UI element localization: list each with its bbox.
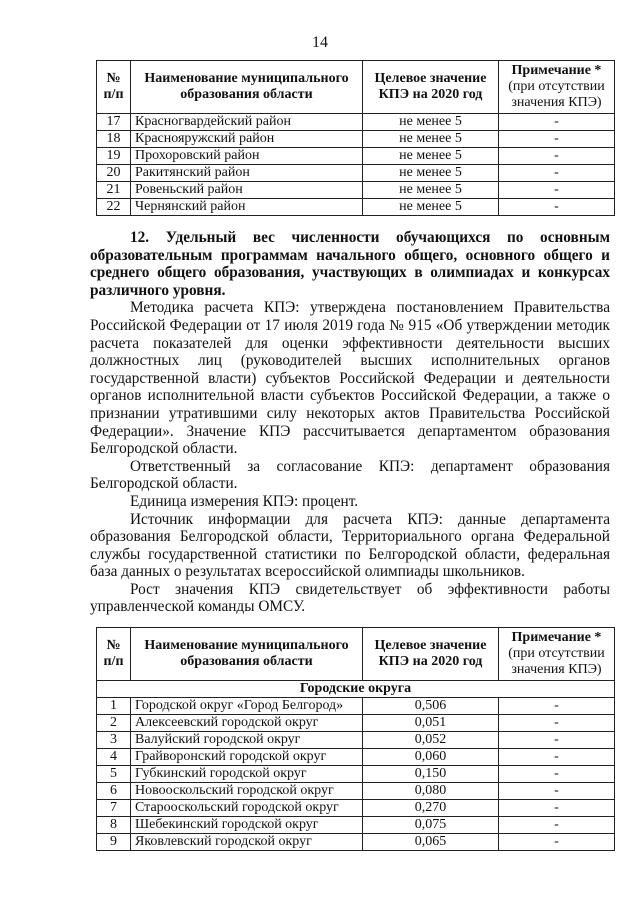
row-note: - <box>499 165 615 182</box>
unit-paragraph: Единица измерения КПЭ: процент. <box>130 492 359 510</box>
row-name: Красногвардейский район <box>131 114 363 131</box>
table-row <box>97 834 615 851</box>
group-row <box>97 681 615 698</box>
row-name: Грайворонский городской округ <box>131 749 363 766</box>
section-heading: 12. Удельный вес численности обучающихся по основным образовательным программам начального общего, основного общего и среднего общего образования, участвующих в олимпиадах и конкурсах различного уровня. <box>90 229 610 299</box>
row-value: 0,060 <box>363 749 499 766</box>
row-name: Шебекинский городской округ <box>131 817 363 834</box>
row-name: Старооскольский городской округ <box>131 800 363 817</box>
row-value: не менее 5 <box>363 199 499 216</box>
row-name: Прохоровский район <box>131 148 363 165</box>
row-number: 20 <box>97 165 131 182</box>
responsible-paragraph: Ответственный за согласование КПЭ: департамент образования Белгородской области. <box>90 457 610 493</box>
group-label: Городские округа <box>97 681 615 698</box>
kpe-table-city-districts <box>96 627 615 851</box>
page-number: 14 <box>312 34 328 51</box>
row-name: Новооскольский городской округ <box>131 783 363 800</box>
row-value: 0,075 <box>363 817 499 834</box>
table-row <box>97 800 615 817</box>
header-target: Целевое значение КПЭ на 2020 год <box>363 61 499 114</box>
row-name: Ровеньский район <box>131 182 363 199</box>
header-target: Целевое значение КПЭ на 2020 год <box>363 628 499 681</box>
row-name: Губкинский городской округ <box>131 766 363 783</box>
row-note: - <box>499 817 615 834</box>
row-value: 0,051 <box>363 715 499 732</box>
row-number: 7 <box>97 800 131 817</box>
row-number: 22 <box>97 199 131 216</box>
table-row <box>97 715 615 732</box>
kpe-table-districts <box>96 60 615 216</box>
table-header-row <box>97 628 615 681</box>
header-note <box>499 61 615 114</box>
row-note: - <box>499 182 615 199</box>
header-number: № п/п <box>97 61 131 114</box>
row-number: 4 <box>97 749 131 766</box>
row-note: - <box>499 749 615 766</box>
row-note: - <box>499 834 615 851</box>
table-row <box>97 783 615 800</box>
row-value: не менее 5 <box>363 182 499 199</box>
row-name: Городской округ «Город Белгород» <box>131 698 363 715</box>
growth-paragraph: Рост значения КПЭ свидетельствует об эффективности работы управленческой команды ОМСУ. <box>90 580 610 616</box>
row-name: Яковлевский городской округ <box>131 834 363 851</box>
section-text <box>90 229 610 616</box>
header-note-title: Примечание * <box>511 63 602 78</box>
row-note: - <box>499 783 615 800</box>
row-number: 1 <box>97 698 131 715</box>
row-note: - <box>499 148 615 165</box>
row-name: Валуйский городской округ <box>131 732 363 749</box>
row-number: 17 <box>97 114 131 131</box>
row-note: - <box>499 698 615 715</box>
table-header-row <box>97 61 615 114</box>
table-row <box>97 165 615 182</box>
methodology-paragraph: Методика расчета КПЭ: утверждена постановлением Правительства Российской Федерации от 17 июля 2019 года № 915 «Об утверждении методик расчета показателей для оценки эффективности деятельности высших должностных лиц (руководителей высших исполнительных органов государственной власти) субъектов Российской Федерации и деятельности органов исполнительной власти субъектов Российской Федерации, а также о признании утратившими силу некоторых актов Правительства Российской Федерации». Значение КПЭ рассчитывается департаментом образования Белгородской области. <box>90 299 610 458</box>
table-row <box>97 114 615 131</box>
row-value: не менее 5 <box>363 148 499 165</box>
header-name: Наименование муниципального образования области <box>131 61 363 114</box>
row-name: Чернянский район <box>131 199 363 216</box>
header-note-sub: (при отсутствии значения КПЭ) <box>508 646 605 677</box>
row-name: Ракитянский район <box>131 165 363 182</box>
row-number: 19 <box>97 148 131 165</box>
table-row <box>97 749 615 766</box>
row-value: 0,270 <box>363 800 499 817</box>
header-name: Наименование муниципального образования области <box>131 628 363 681</box>
row-value: 0,080 <box>363 783 499 800</box>
row-note: - <box>499 114 615 131</box>
row-number: 2 <box>97 715 131 732</box>
source-paragraph: Источник информации для расчета КПЭ: данные департамента образования Белгородской области, Территориального органа Федеральной службы государственной статистики по Белгородской области, федеральная база данных о результатах всероссийской олимпиады школьников. <box>90 510 610 581</box>
row-note: - <box>499 800 615 817</box>
header-note-title: Примечание * <box>511 630 602 645</box>
row-number: 8 <box>97 817 131 834</box>
row-number: 6 <box>97 783 131 800</box>
row-value: не менее 5 <box>363 131 499 148</box>
row-note: - <box>499 199 615 216</box>
table-row <box>97 131 615 148</box>
row-value: 0,052 <box>363 732 499 749</box>
row-note: - <box>499 732 615 749</box>
row-number: 9 <box>97 834 131 851</box>
table-row <box>97 732 615 749</box>
row-value: не менее 5 <box>363 114 499 131</box>
table-row <box>97 766 615 783</box>
row-number: 18 <box>97 131 131 148</box>
row-number: 3 <box>97 732 131 749</box>
row-note: - <box>499 131 615 148</box>
row-value: не менее 5 <box>363 165 499 182</box>
table-row <box>97 698 615 715</box>
row-note: - <box>499 715 615 732</box>
row-name: Алексеевский городской округ <box>131 715 363 732</box>
table-row <box>97 182 615 199</box>
row-note: - <box>499 766 615 783</box>
row-value: 0,506 <box>363 698 499 715</box>
table-row <box>97 199 615 216</box>
header-note <box>499 628 615 681</box>
row-value: 0,065 <box>363 834 499 851</box>
header-number: № п/п <box>97 628 131 681</box>
row-name: Краснояружский район <box>131 131 363 148</box>
header-note-sub: (при отсутствии значения КПЭ) <box>508 79 605 110</box>
table-row <box>97 817 615 834</box>
row-value: 0,150 <box>363 766 499 783</box>
table-row <box>97 148 615 165</box>
row-number: 5 <box>97 766 131 783</box>
row-number: 21 <box>97 182 131 199</box>
